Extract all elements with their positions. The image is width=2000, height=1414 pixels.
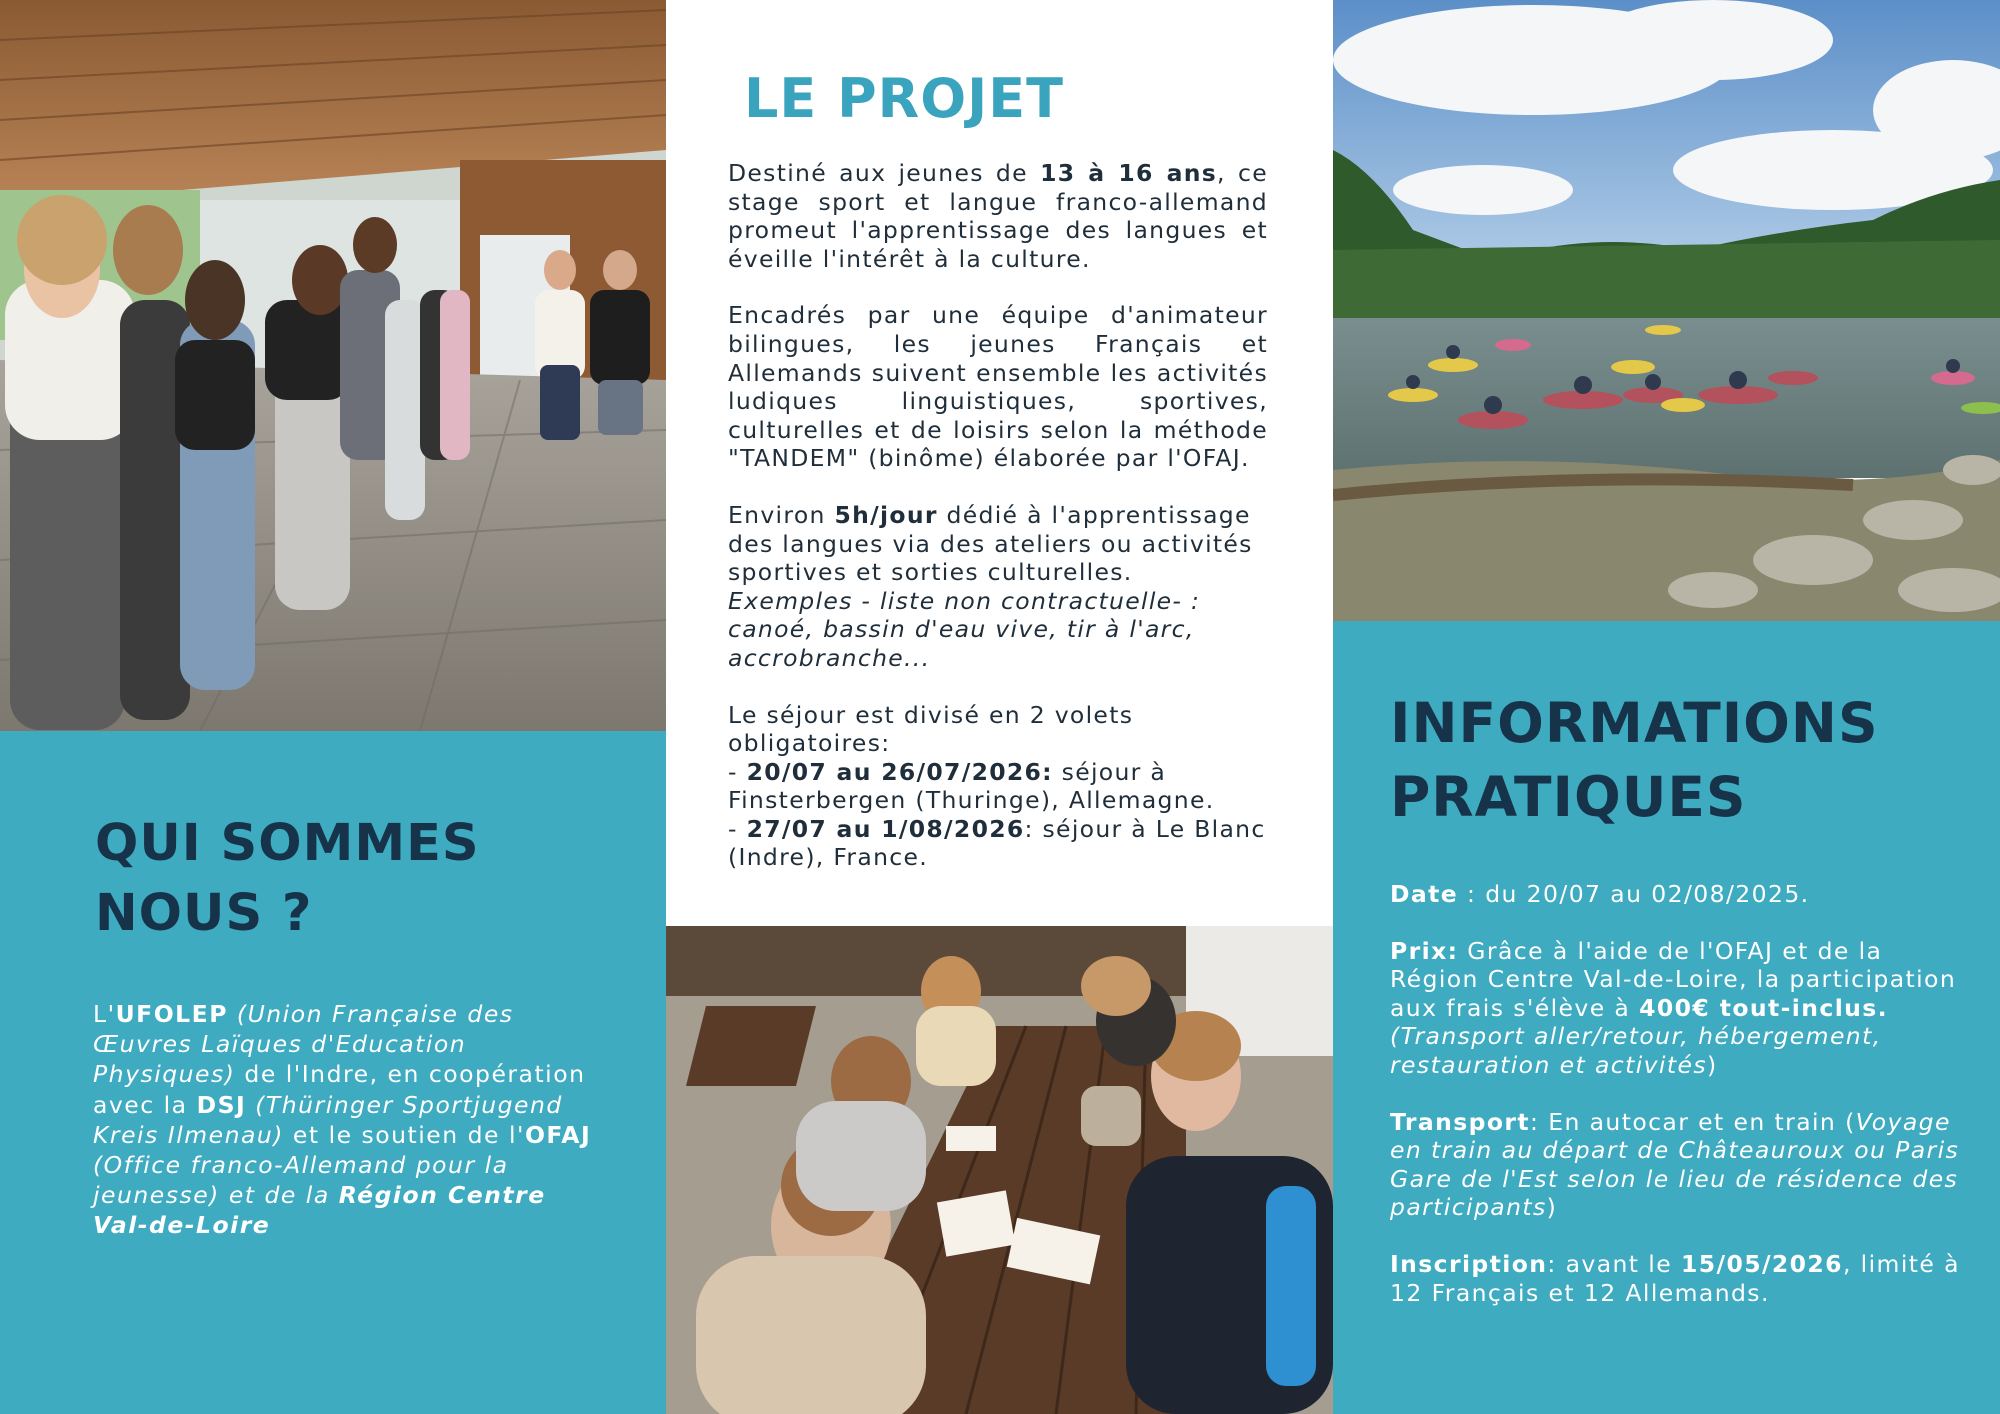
info-prix: Prix: Grâce à l'aide de l'OFAJ et de la Région Centre Val-de-Loire, la participation aux frais s'élève à 400€ tout-inclus. (Transport aller/retour, hébergement, restauration et activités): [1390, 936, 1957, 1079]
infos-title-line1: INFORMATIONS: [1390, 691, 1879, 755]
photo-kayak-river: [1333, 0, 2000, 621]
infos-title: [1390, 686, 1879, 834]
dsj-name: DSJ: [196, 1090, 247, 1119]
info-date: Date : du 20/07 au 02/08/2025.: [1390, 880, 1810, 908]
infos-title-line2: PRATIQUES: [1390, 765, 1747, 829]
panel-informations-pratiques: [1333, 621, 2000, 1414]
qui-title: [95, 809, 480, 949]
projet-title: LE PROJET: [744, 67, 1064, 130]
infos-text: [1390, 880, 1975, 1307]
qui-title-line1: QUI SOMMES: [95, 814, 480, 873]
qui-text: L'UFOLEP (Union Française des Œuvres Laïques d'Education Physiques) de l'Indre, en coopération avec la DSJ (Thüringer Sportjugend Kreis Ilmenau) et le soutien de l'OFAJ (Office franco-Allemand pour la jeunesse) et de la Région Centre Val-de-Loire: [93, 1000, 592, 1240]
panel-qui-sommes-nous: [0, 731, 666, 1414]
photo-students-table: [666, 926, 1333, 1414]
ofaj-name: OFAJ: [524, 1120, 592, 1149]
projet-paragraph-3: Environ 5h/jour dédié à l'apprentissage des langues via des ateliers ou activités sportives et sorties culturelles. Exemples - liste non contractuelle- : canoé, bassin d'eau vive, tir à l'arc, accrobranche...: [728, 500, 1253, 672]
projet-text: [728, 159, 1268, 872]
info-inscription: Inscription: avant le 15/05/2026, limité à 12 Français et 12 Allemands.: [1390, 1249, 1960, 1307]
qui-title-line2: NOUS ?: [95, 884, 313, 943]
panel-le-projet: [666, 0, 1333, 926]
photo-group-terrace: [0, 0, 666, 731]
ufolep-name: UFOLEP: [115, 1000, 228, 1028]
projet-paragraph-1: Destiné aux jeunes de 13 à 16 ans, ce stage sport et langue franco-allemand promeut l'apprentissage des langues et éveille l'intérêt à la culture.: [728, 159, 1268, 273]
info-transport: Transport: En autocar et en train (Voyage en train au départ de Châteauroux ou Paris Gare de l'Est selon le lieu de résidence des participants): [1390, 1107, 1960, 1222]
region-name: Région Centre Val-de-Loire: [93, 1181, 546, 1240]
projet-paragraph-2: Encadrés par une équipe d'animateur bilingues, les jeunes Français et Allemands suivent ensemble les activités ludiques linguistiques, sportives, culturelles et de loisirs selon la méthode "TANDEM" (binôme) élaborée par l'OFAJ.: [728, 301, 1268, 473]
projet-paragraph-4: Le séjour est divisé en 2 volets obligatoires: - 20/07 au 26/07/2026: séjour à Finsterbergen (Thuringe), Allemagne. - 27/07 au 1/08/2026: séjour à Le Blanc (Indre), France.: [728, 700, 1266, 872]
